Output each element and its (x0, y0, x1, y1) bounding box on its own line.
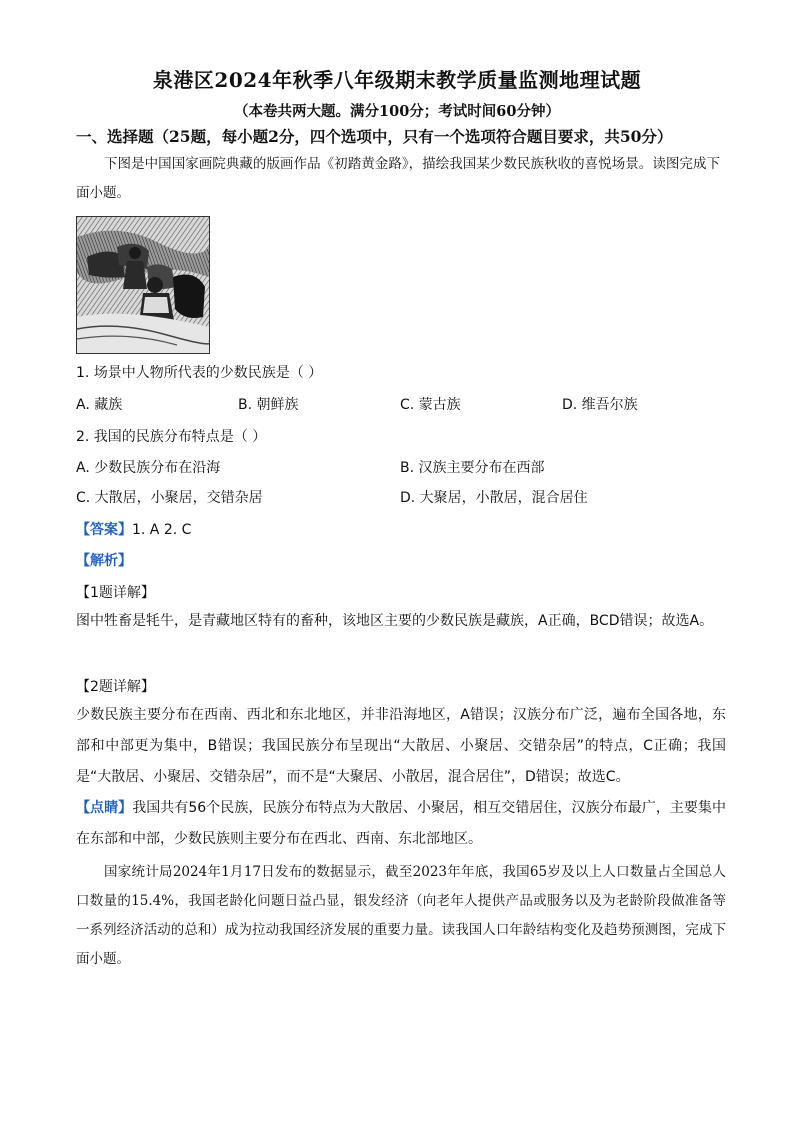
answer-text: 1. A 2. C (132, 522, 192, 538)
answer-label: 【答案】 (76, 522, 132, 538)
question-2-option-c[interactable]: C. 大散居，小聚居，交错杂居 (76, 490, 263, 506)
question-intro: 下图是中国国家画院典藏的版画作品《初踏黄金路》，描绘我国某少数民族秋收的喜悦场景。读图完成下面小题。 (76, 156, 720, 201)
analysis-label-line (76, 550, 132, 570)
question-2-option-d[interactable]: D. 大聚居，小散居，混合居住 (400, 490, 588, 506)
answer-line (76, 519, 191, 539)
woodcut-print-image (76, 216, 210, 354)
q1-detail-text: 图中牲畜是牦牛，是青藏地区特有的畜种，该地区主要的少数民族是藏族，A正确，BCD错误；故选A。 (76, 613, 714, 629)
exam-info: （本卷共两大题。满分100分；考试时间60分钟） (234, 103, 560, 120)
question-1-option-c[interactable]: C. 蒙古族 (400, 397, 461, 413)
q1-detail-label: 【1题详解】 (76, 585, 155, 601)
tip-text: 我国共有56个民族，民族分布特点为大散居、小聚居，相互交错居住，汉族分布最广，主要集中在东部和中部，少数民族则主要分布在西北、西南、东北部地区。 (76, 800, 727, 847)
question-1-option-a[interactable]: A. 藏族 (76, 397, 123, 413)
analysis-label: 【解析】 (76, 553, 132, 569)
tip-label: 【点睛】 (76, 800, 133, 816)
q2-detail-text: 少数民族主要分布在西南、西北和东北地区，并非沿海地区，A错误；汉族分布广泛，遍布全国各地，东部和中部更为集中，B错误；我国民族分布呈现出“大散居、小聚居、交错杂居”的特点，C正确；我国是“大散居、小聚居、交错杂居”，而不是“大聚居、小散居，混合居住”，D错误；故选C。 (76, 707, 726, 785)
question-1-option-d[interactable]: D. 维吾尔族 (562, 397, 638, 413)
tip-paragraph (76, 793, 726, 855)
woodcut-illustration (77, 217, 209, 353)
next-question-intro: 国家统计局2024年1月17日发布的数据显示，截至2023年年底，我国65岁及以上人口数量占全国总人口数量的15.4%，我国老龄化问题日益凸显，银发经济（向老年人提供产品或服务以及为老龄阶段做准备等一系列经济活动的总和）成为拉动我国经济发展的重要力量。读我国人口年龄结构变化及趋势预测图，完成下面小题。 (76, 864, 726, 967)
question-1-option-b[interactable]: B. 朝鲜族 (238, 397, 299, 413)
question-2-stem: 2. 我国的民族分布特点是（ ） (76, 429, 267, 445)
q2-detail-label: 【2题详解】 (76, 679, 155, 695)
question-2-option-b[interactable]: B. 汉族主要分布在西部 (400, 460, 545, 476)
section-heading: 一、选择题（25题，每小题2分，四个选项中，只有一个选项符合题目要求，共50分） (76, 127, 673, 146)
page-title: 泉港区2024年秋季八年级期末教学质量监测地理试题 (152, 68, 642, 92)
question-1-stem: 1. 场景中人物所代表的少数民族是（ ） (76, 365, 323, 381)
question-2-option-a[interactable]: A. 少数民族分布在沿海 (76, 460, 221, 476)
